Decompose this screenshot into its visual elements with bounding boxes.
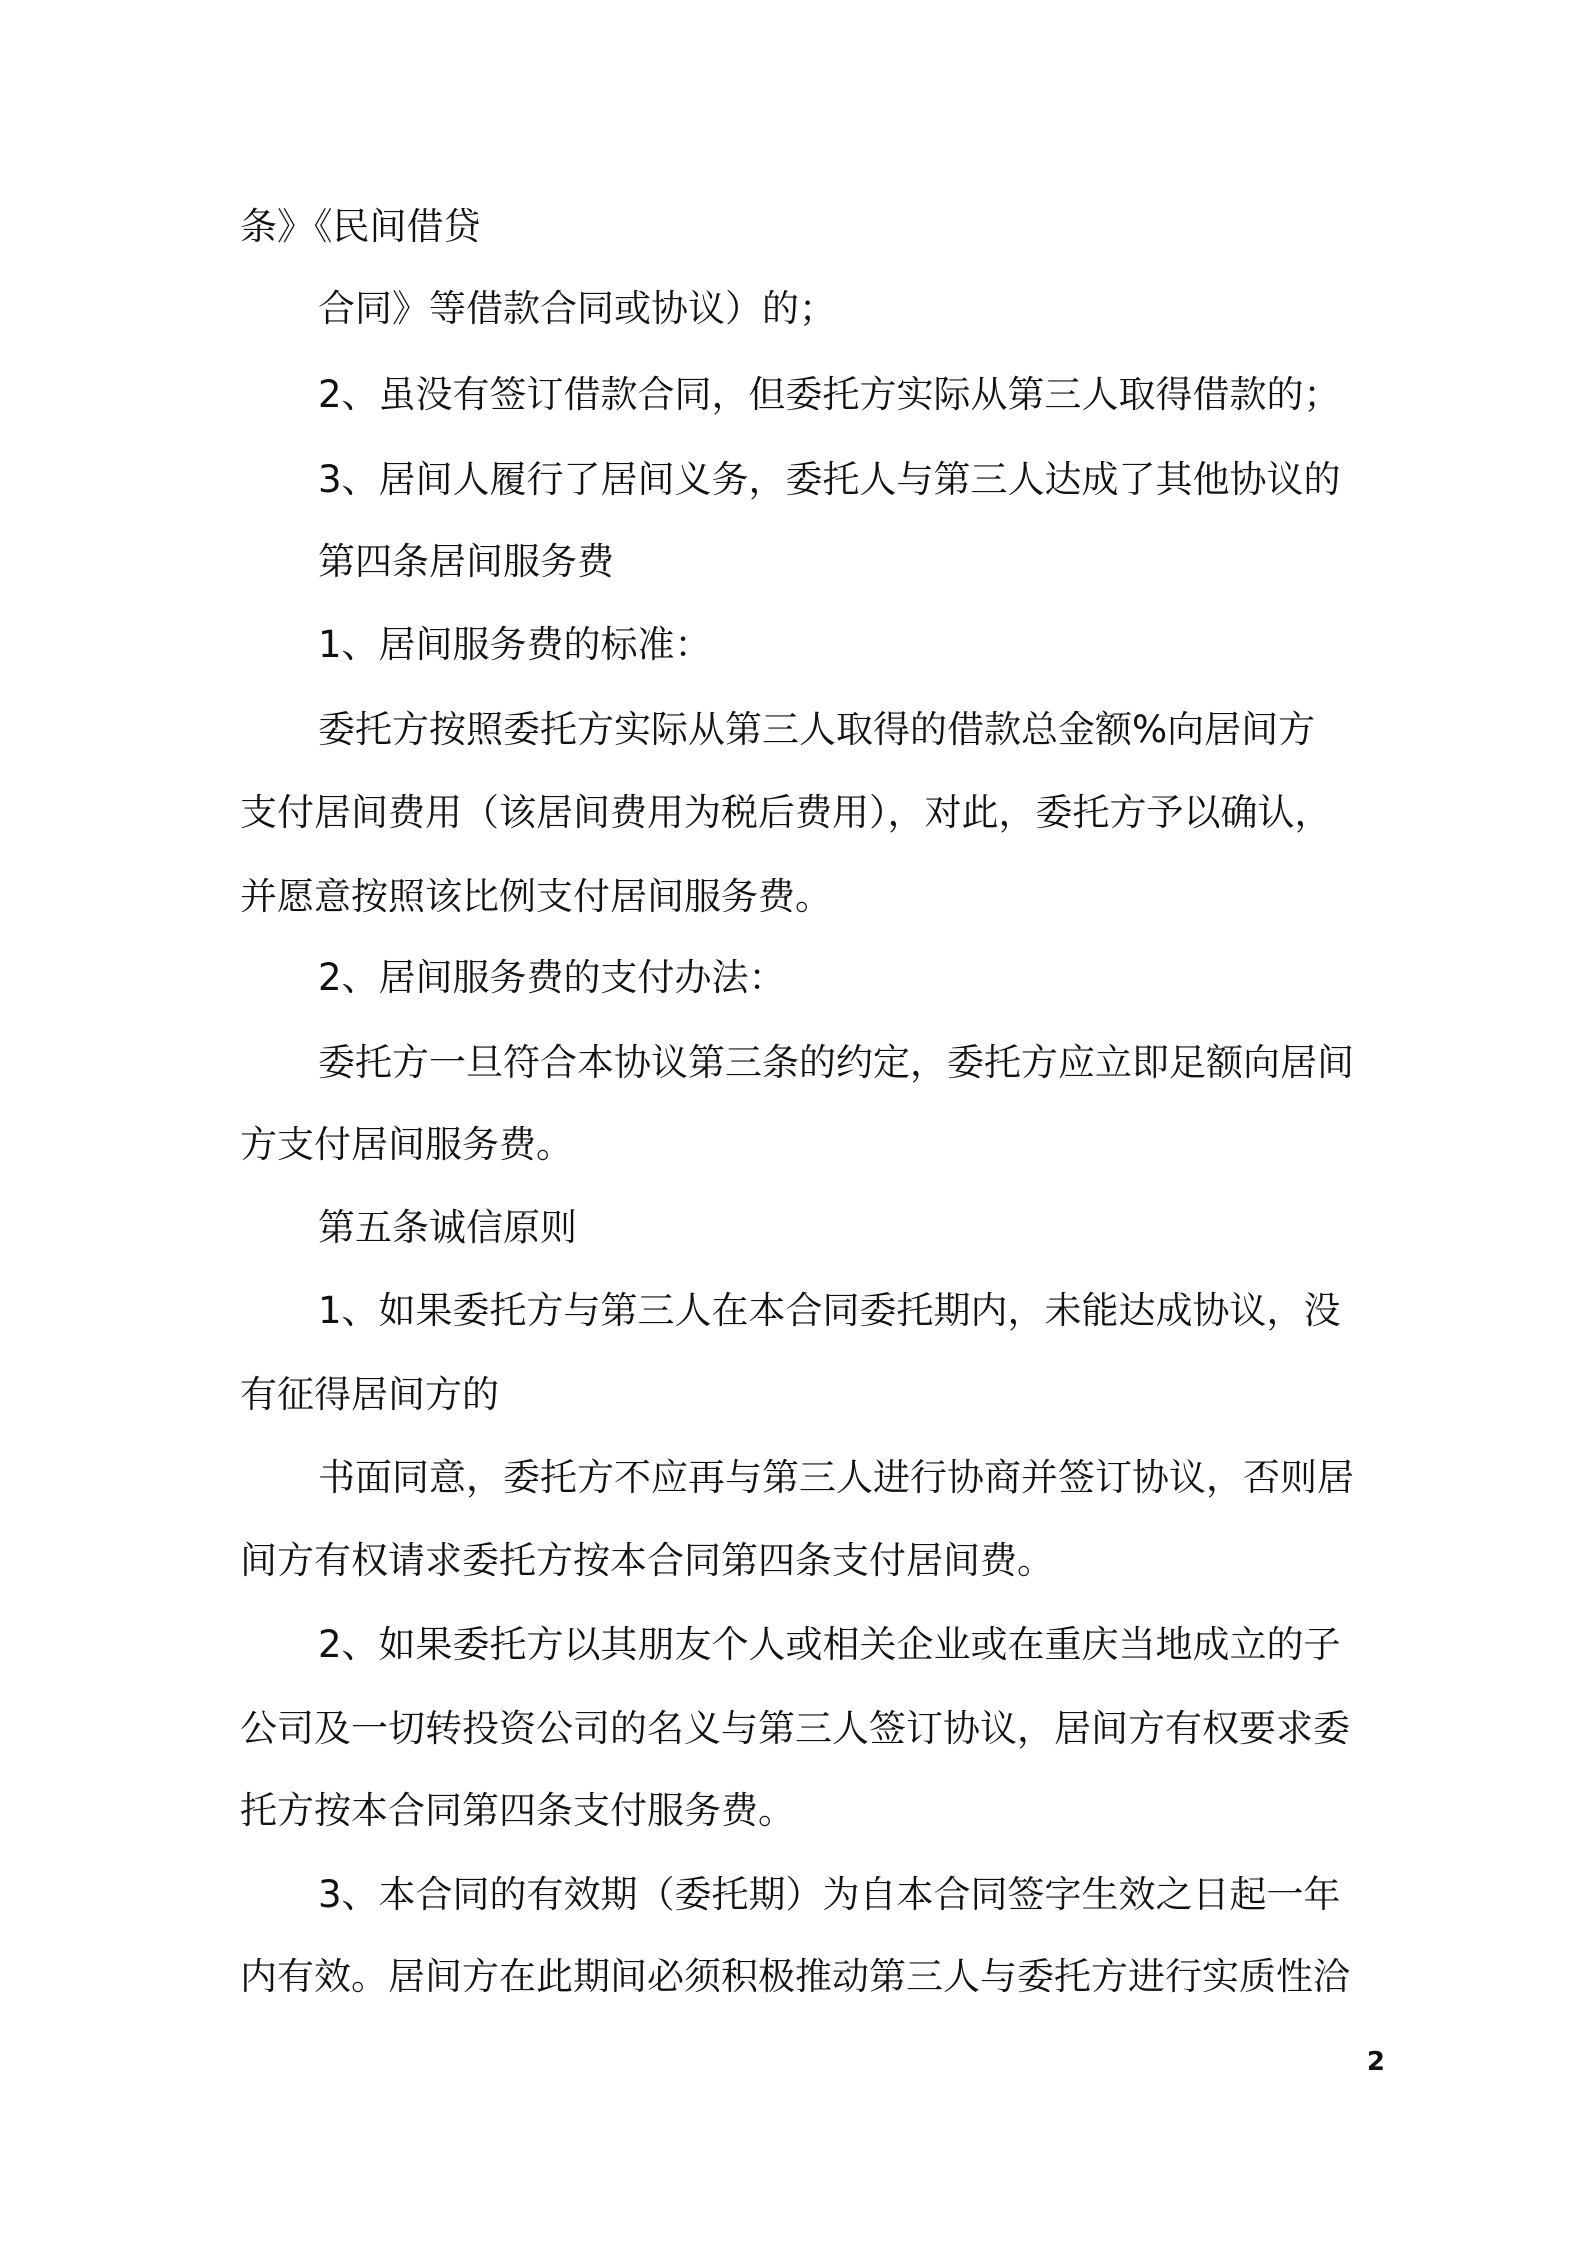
text-line: 托方按本合同第四条支付服务费。 [240, 1789, 795, 1832]
text-line: 2、虽没有签订借款合同，但委托方实际从第三人取得借款的； [318, 373, 1341, 416]
text-line: 有征得居间方的 [240, 1373, 499, 1416]
text-line: 内有效。居间方在此期间必须积极推动第三人与委托方进行实质性洽 [240, 1955, 1350, 1998]
text-line: 书面同意，委托方不应再与第三人进行协商并签订协议，否则居 [318, 1456, 1354, 1499]
section-heading: 第四条居间服务费 [318, 540, 614, 583]
text-line: 3、本合同的有效期（委托期）为自本合同签字生效之日起一年 [318, 1873, 1341, 1916]
text-line: 并愿意按照该比例支付居间服务费。 [240, 875, 832, 918]
text-line: 委托方一旦符合本协议第三条的约定，委托方应立即足额向居间 [318, 1041, 1354, 1084]
text-line: 委托方按照委托方实际从第三人取得的借款总金额%向居间方 [318, 708, 1316, 751]
text-line: 1、如果委托方与第三人在本合同委托期内，未能达成协议，没 [318, 1289, 1341, 1332]
text-line: 间方有权请求委托方按本合同第四条支付居间费。 [240, 1539, 1054, 1582]
text-line: 合同》等借款合同或协议）的； [318, 287, 836, 330]
text-line: 2、如果委托方以其朋友个人或相关企业或在重庆当地成立的子 [318, 1623, 1341, 1666]
text-line: 支付居间费用（该居间费用为税后费用），对此，委托方予以确认， [240, 791, 1332, 834]
text-line: 方支付居间服务费。 [240, 1123, 573, 1166]
text-line: 1、居间服务费的标准： [318, 623, 712, 666]
text-line: 条》《民间借贷 [240, 205, 481, 248]
page-number: 2 [1366, 2047, 1385, 2077]
text-line: 公司及一切转投资公司的名义与第三人签订协议，居间方有权要求委 [240, 1707, 1350, 1750]
text-line: 3、居间人履行了居间义务，委托人与第三人达成了其他协议的 [318, 458, 1341, 501]
text-line: 2、居间服务费的支付办法： [318, 956, 786, 999]
section-heading: 第五条诚信原则 [318, 1206, 577, 1249]
